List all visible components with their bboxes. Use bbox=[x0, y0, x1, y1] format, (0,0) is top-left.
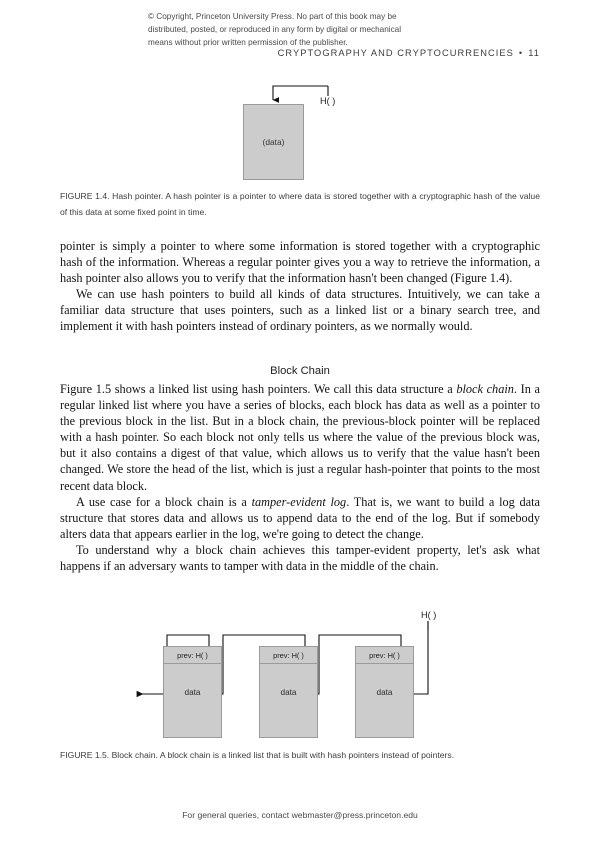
running-head bbox=[278, 48, 540, 58]
paragraph-4-part-a: A use case for a block chain is a bbox=[76, 494, 252, 509]
data-box bbox=[243, 104, 304, 180]
page-number: 11 bbox=[528, 48, 540, 58]
hash-function-label bbox=[320, 96, 335, 106]
chain-block-1 bbox=[163, 646, 222, 738]
chain-block-1-prev-label: prev: H( ) bbox=[164, 647, 221, 664]
head-hash-function-label bbox=[421, 610, 436, 620]
copyright-line-2: distributed, posted, or reproduced in any form by digital or mechanical bbox=[148, 25, 402, 35]
paragraph-4-emphasis: tamper-evident log bbox=[251, 494, 347, 509]
section-heading-block-chain: Block Chain bbox=[270, 365, 330, 377]
chain-block-1-data-label: data bbox=[184, 688, 201, 697]
paragraph-5: To understand why a block chain achieves this tamper-evident property, let's ask what happens if an adversary wants to tamper with data in the middle of the chain. bbox=[60, 542, 540, 574]
chain-block-2 bbox=[259, 646, 318, 738]
figure-1-4-caption: FIGURE 1.4. Hash pointer. A hash pointer is a pointer to where data is stored together with a cryptographic hash of the value of this data at some fixed point in time. bbox=[60, 191, 540, 217]
chain-block-3-data-label: data bbox=[376, 688, 393, 697]
paragraph-3 bbox=[60, 381, 540, 494]
head-hash-function-text: H( ) bbox=[421, 610, 437, 620]
paragraph-2: We can use hash pointers to build all kinds of data structures. Intuitively, we can take a familiar data structure that uses pointers, such as a linked list or a binary search tree, and implement it with hash pointers instead of ordinary pointers, as we normally would. bbox=[60, 287, 540, 334]
body-text-block-1 bbox=[60, 238, 540, 335]
hash-function-text: H( ) bbox=[320, 96, 336, 106]
figure-1-5-diagram bbox=[0, 608, 600, 740]
chain-block-2-prev-label: prev: H( ) bbox=[260, 647, 317, 664]
chain-block-3 bbox=[355, 646, 414, 738]
data-box-label: (data) bbox=[262, 137, 285, 147]
body-text-block-2 bbox=[60, 381, 540, 574]
figure-1-4-diagram bbox=[0, 80, 600, 182]
copyright-line-1: © Copyright, Princeton University Press. No part of this book may be bbox=[148, 12, 397, 21]
copyright-notice bbox=[148, 10, 458, 50]
copyright-line-3: means without prior written permission of the publisher. bbox=[148, 38, 348, 48]
figure-1-5-caption: FIGURE 1.5. Block chain. A block chain is a linked list that is built with hash pointers instead of pointers. bbox=[60, 750, 455, 760]
paragraph-3-part-b: . In a regular linked list where you have a series of blocks, each block has data as well as a pointer to the previous block in the list. But in a block chain, the previous-block pointer will be replaced with a hash pointer. So each block not only tells us where the value of the previous block was, but it also contains a digest of that value, which allows us to verify that the value hasn't been changed. We store the head of the list, which is just a regular hash-pointer that points to the most recent data block. bbox=[60, 382, 540, 493]
page-footer: For general queries, contact webmaster@press.princeton.edu bbox=[182, 810, 418, 820]
chain-block-3-prev-label: prev: H( ) bbox=[356, 647, 413, 664]
running-head-separator: • bbox=[518, 48, 524, 58]
paragraph-3-emphasis: block chain bbox=[456, 382, 514, 396]
chain-block-2-data-label: data bbox=[280, 688, 297, 697]
paragraph-3-part-a: Figure 1.5 shows a linked list using hash pointers. We call this data structure a bbox=[60, 382, 457, 396]
paragraph-4 bbox=[60, 494, 540, 542]
running-head-title: CRYPTOGRAPHY AND CRYPTOCURRENCIES bbox=[277, 48, 514, 58]
paragraph-4-part-b: . That is, we want to build a log data structure that stores data and allows us to append data to the end of the log. But if somebody alters data that appears earlier in the log, we're going to detect the change. bbox=[60, 494, 540, 541]
paragraph-1: pointer is simply a pointer to where some information is stored together with a cryptographic hash of the information. Whereas a regular pointer gives you a way to retrieve the information, a hash pointer also allows you to verify that the information hasn't been changed (Figure 1.4). bbox=[60, 239, 540, 286]
